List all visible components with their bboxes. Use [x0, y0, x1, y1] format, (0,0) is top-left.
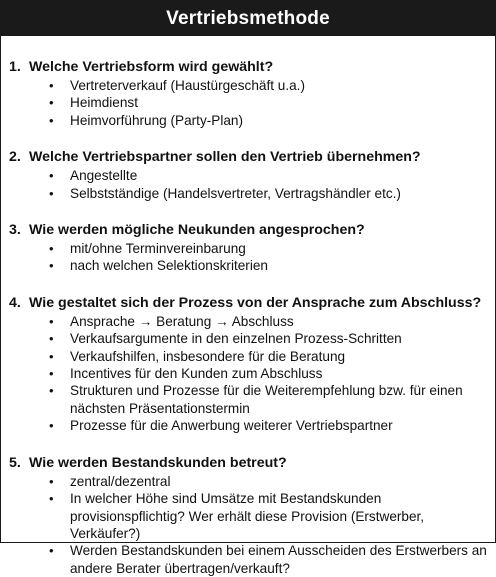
question-text: Wie werden mögliche Neukunden angesprochen?	[29, 222, 365, 239]
answer-list	[9, 473, 487, 577]
bullet-icon: •	[49, 418, 54, 434]
list-item	[49, 348, 487, 365]
answer-list	[9, 240, 487, 275]
question-4	[9, 293, 487, 435]
question-heading	[9, 293, 487, 313]
question-heading	[9, 57, 487, 77]
page-title: Vertriebsmethode	[166, 7, 330, 29]
list-item	[49, 167, 487, 184]
list-item-text: Selbstständige (Handelsvertreter, Vertragshändler etc.)	[70, 185, 401, 201]
bullet-icon: •	[49, 313, 54, 329]
list-item	[49, 417, 487, 434]
bullet-icon: •	[49, 383, 54, 399]
question-text: Wie gestaltet sich der Prozess von der Ansprache zum Abschluss?	[29, 294, 482, 311]
list-item-text: Heimdienst	[70, 95, 138, 111]
question-3	[9, 220, 487, 275]
list-item	[49, 542, 487, 577]
list-item-text: Strukturen und Prozesse für die Weiterempfehlung bzw. für einen nächsten Präsentationstermin	[70, 383, 463, 416]
question-heading	[9, 220, 487, 240]
question-1	[9, 57, 487, 129]
question-number: 4.	[9, 294, 21, 311]
list-item	[49, 313, 487, 330]
list-item-text: Prozesse für die Anwerbung weiterer Vertriebspartner	[70, 418, 393, 434]
list-item	[49, 112, 487, 129]
list-item-text: Angestellte	[70, 168, 138, 184]
list-item	[49, 240, 487, 257]
bullet-icon: •	[49, 95, 54, 111]
list-item-text: In welcher Höhe sind Umsätze mit Bestandskunden provisionspflichtig? Wer erhält diese Provision (Erstwerber, Verkäufer?)	[70, 491, 425, 541]
list-item	[49, 94, 487, 111]
list-item	[49, 382, 487, 417]
bullet-icon: •	[49, 185, 54, 201]
bullet-icon: •	[49, 491, 54, 507]
bullet-icon: •	[49, 78, 54, 93]
list-item-text: mit/ohne Terminvereinbarung	[70, 241, 246, 257]
question-number: 1.	[9, 59, 21, 75]
question-text: Welche Vertriebsform wird gewählt?	[29, 59, 274, 75]
bullet-icon: •	[49, 543, 54, 559]
question-number: 5.	[9, 454, 21, 471]
bullet-icon: •	[49, 241, 54, 257]
list-item-text: nach welchen Selektionskriterien	[70, 258, 268, 274]
list-item-text: Verkaufsargumente in den einzelnen Prozess-Schritten	[70, 331, 402, 347]
bullet-icon: •	[49, 168, 54, 184]
list-item	[49, 365, 487, 382]
bullet-icon: •	[49, 348, 54, 364]
question-heading	[9, 147, 487, 167]
bullet-icon: •	[49, 258, 54, 274]
list-item-text: Heimvorführung (Party-Plan)	[70, 112, 244, 128]
question-5	[9, 453, 487, 577]
bullet-icon: •	[49, 366, 54, 382]
bullet-icon: •	[49, 112, 54, 128]
bullet-icon: •	[49, 331, 54, 347]
title-bar	[1, 1, 495, 36]
list-item	[49, 257, 487, 274]
question-text: Wie werden Bestandskunden betreut?	[29, 454, 287, 471]
list-item	[49, 490, 487, 542]
list-item	[49, 185, 487, 202]
list-item-text: Vertreterverkauf (Haustürgeschäft u.a.)	[70, 78, 305, 93]
list-item	[49, 77, 487, 94]
list-item	[49, 473, 487, 490]
question-number: 3.	[9, 222, 21, 239]
bullet-icon: •	[49, 473, 54, 489]
list-item-text: Werden Bestandskunden bei einem Ausscheiden des Erstwerbers an andere Berater übertragen/verkauft?	[70, 543, 487, 576]
list-item-text: Verkaufshilfen, insbesondere für die Beratung	[70, 348, 346, 364]
list-item	[49, 330, 487, 347]
answer-list	[9, 77, 487, 129]
list-item-text: Incentives für den Kunden zum Abschluss	[70, 366, 323, 382]
answer-list	[9, 167, 487, 202]
list-item-text: Ansprache → Beratung → Abschluss	[70, 313, 294, 329]
answer-list	[9, 313, 487, 435]
question-number: 2.	[9, 149, 21, 166]
question-2	[9, 147, 487, 202]
question-text: Welche Vertriebspartner sollen den Vertrieb übernehmen?	[29, 149, 421, 166]
question-heading	[9, 453, 487, 473]
question-list	[1, 36, 495, 577]
list-item-text: zentral/dezentral	[70, 473, 171, 489]
